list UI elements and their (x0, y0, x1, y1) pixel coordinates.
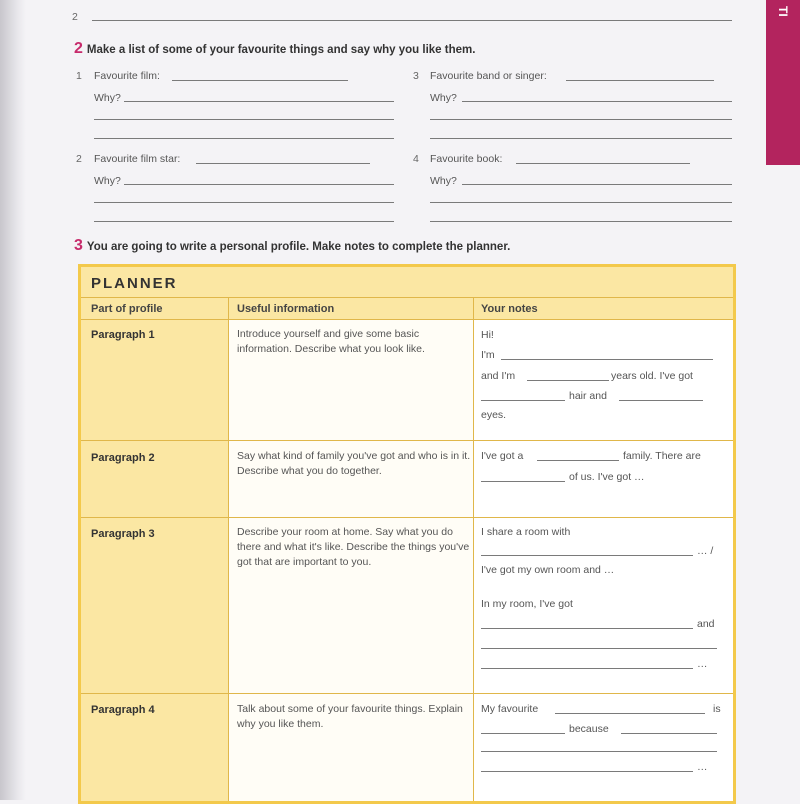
note-text: and I'm (481, 370, 516, 382)
note-line[interactable] (481, 400, 565, 401)
why-line[interactable] (430, 119, 732, 120)
note-text: years old. I've got (611, 370, 693, 382)
paragraph-1-label: Paragraph 1 (91, 329, 155, 341)
favourite-book-label: Favourite book: (430, 153, 503, 165)
why-label: Why? (430, 175, 457, 187)
why-line[interactable] (462, 101, 732, 102)
note-line[interactable] (481, 481, 565, 482)
item-number: 1 (76, 70, 82, 82)
why-line[interactable] (124, 184, 394, 185)
paragraph-2-info: Say what kind of family you've got and who is in it. Describe what you do together. (237, 450, 471, 478)
why-label: Why? (430, 92, 457, 104)
note-text: family. There are (623, 450, 701, 462)
note-text: Hi! (481, 329, 494, 341)
row-divider (81, 440, 733, 441)
why-line[interactable] (94, 221, 394, 222)
note-text: is (713, 703, 721, 715)
note-text: I share a room with (481, 526, 571, 538)
note-line[interactable] (537, 460, 619, 461)
column-divider (228, 297, 229, 801)
note-text: In my room, I've got (481, 598, 573, 610)
why-label: Why? (94, 175, 121, 187)
note-text: … (697, 761, 708, 773)
why-line[interactable] (94, 202, 394, 203)
favourite-film-star-label: Favourite film star: (94, 153, 181, 165)
note-line[interactable] (481, 771, 693, 772)
note-text: because (569, 723, 609, 735)
paragraph-4-info: Talk about some of your favourite things. Explain why you like them. (237, 703, 463, 731)
note-text: and (697, 618, 715, 630)
note-line[interactable] (481, 628, 693, 629)
why-line[interactable] (430, 138, 732, 139)
note-text: eyes. (481, 409, 507, 421)
exercise-2-heading (74, 40, 475, 58)
note-line[interactable] (481, 733, 565, 734)
exercise-instruction: You are going to write a personal profile. Make notes to complete the planner. (86, 241, 511, 253)
exercise-number: 3 (74, 237, 83, 254)
paragraph-3-info: Describe your room at home. Say what you do there and what it's like. Describe the things you've got that are important to you. (237, 526, 470, 569)
header-useful-information: Useful information (237, 303, 335, 315)
item-number: 2 (76, 153, 82, 165)
item-number: 3 (413, 70, 419, 82)
planner-table (78, 264, 736, 804)
note-text: of us. I've got … (569, 471, 645, 483)
page-edge-shadow (0, 0, 26, 800)
note-text: I'm (481, 349, 495, 361)
note-line[interactable] (501, 359, 713, 360)
note-text: … / (697, 545, 714, 557)
header-part-of-profile: Part of profile (91, 303, 163, 315)
note-line[interactable] (481, 648, 717, 649)
row-divider (81, 319, 733, 320)
note-line[interactable] (481, 555, 693, 556)
note-text: My favourite (481, 703, 539, 715)
why-line[interactable] (462, 184, 732, 185)
note-text: I've got my own room and … (481, 564, 615, 576)
row-divider (81, 517, 733, 518)
paragraph-1-info: Introduce yourself and give some basic information. Describe what you look like. (237, 328, 425, 356)
header-your-notes: Your notes (481, 303, 538, 315)
note-text: … (697, 658, 708, 670)
favourite-film-line[interactable] (172, 80, 348, 81)
note-line[interactable] (619, 400, 703, 401)
exercise-number: 2 (74, 40, 83, 57)
why-line[interactable] (430, 202, 732, 203)
favourite-band-label: Favourite band or singer: (430, 70, 547, 82)
answer-line[interactable] (92, 20, 732, 21)
note-line[interactable] (555, 713, 705, 714)
item-number: 4 (413, 153, 419, 165)
note-line[interactable] (621, 733, 717, 734)
row-divider (81, 693, 733, 694)
why-line[interactable] (124, 101, 394, 102)
why-line[interactable] (430, 221, 732, 222)
favourite-band-line[interactable] (566, 80, 714, 81)
exercise-3-heading (74, 237, 510, 255)
why-line[interactable] (94, 138, 394, 139)
item-number: 2 (72, 11, 78, 23)
note-text: I've got a (481, 450, 524, 462)
why-line[interactable] (94, 119, 394, 120)
planner-title: PLANNER (91, 275, 178, 292)
favourite-film-label: Favourite film: (94, 70, 160, 82)
note-line[interactable] (527, 380, 609, 381)
favourite-book-line[interactable] (516, 163, 690, 164)
note-line[interactable] (481, 751, 717, 752)
note-text: hair and (569, 390, 607, 402)
paragraph-2-label: Paragraph 2 (91, 452, 155, 464)
paragraph-3-label: Paragraph 3 (91, 528, 155, 540)
favourite-film-star-line[interactable] (196, 163, 370, 164)
why-label: Why? (94, 92, 121, 104)
section-tab-label: TI (776, 6, 790, 17)
note-line[interactable] (481, 668, 693, 669)
section-tab (766, 0, 800, 165)
row-divider (81, 297, 733, 298)
exercise-instruction: Make a list of some of your favourite things and say why you like them. (86, 44, 476, 56)
paragraph-4-label: Paragraph 4 (91, 704, 155, 716)
